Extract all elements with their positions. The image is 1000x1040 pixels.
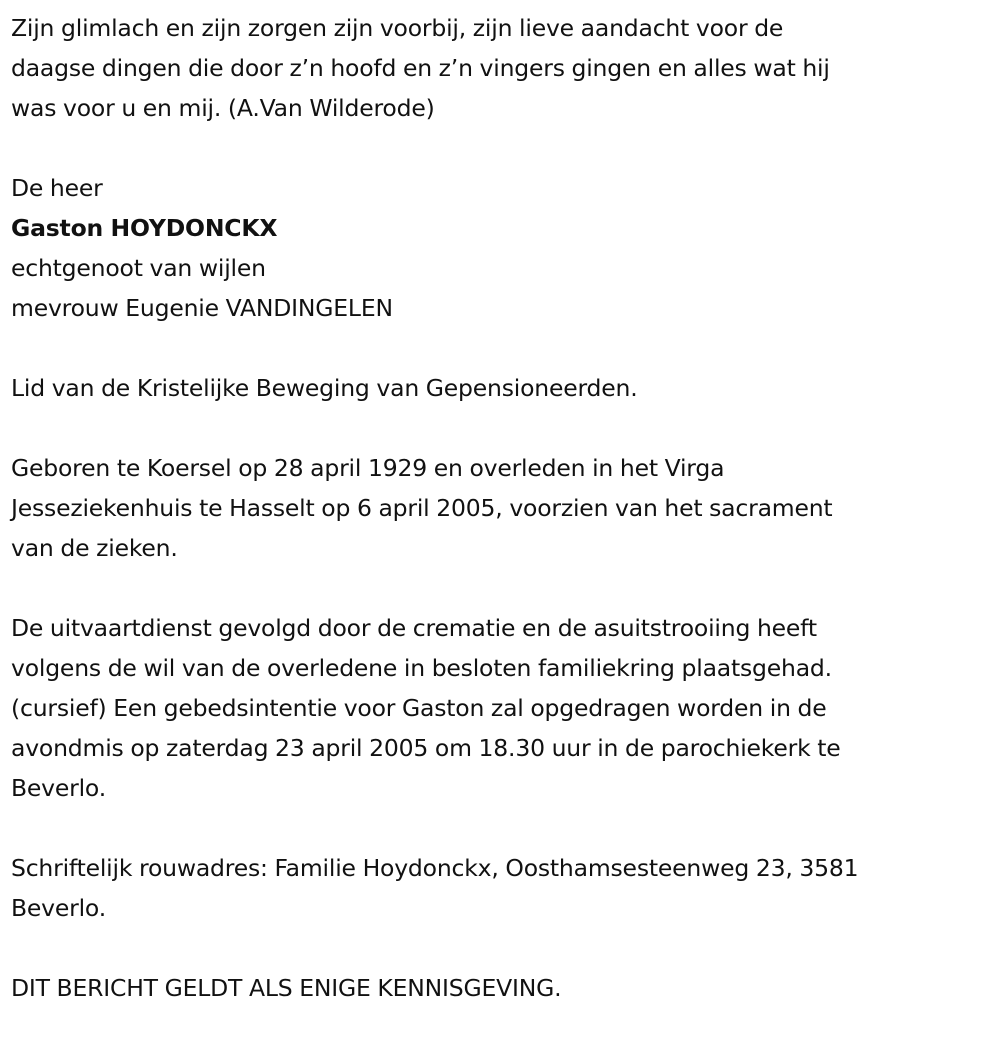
salutation-text: De heer: [11, 174, 103, 202]
notice-text: DIT BERICHT GELDT ALS ENIGE KENNISGEVING.: [11, 974, 562, 1002]
notice-paragraph: [11, 968, 991, 1008]
spouse-relation: [11, 248, 991, 288]
address-paragraph: [11, 848, 991, 928]
address-line: Beverlo.: [11, 894, 106, 922]
membership-paragraph: [11, 368, 991, 408]
spacer: [11, 808, 991, 848]
birth-death-line: van de zieken.: [11, 534, 178, 562]
funeral-line: De uitvaartdienst gevolgd door de crematie en de asuitstrooiing heeft: [11, 614, 817, 642]
quote-line: was voor u en mij. (A.Van Wilderode): [11, 94, 435, 122]
funeral-line: Beverlo.: [11, 774, 106, 802]
spacer: [11, 928, 991, 968]
funeral-line: volgens de wil van de overledene in besloten familiekring plaatsgehad.: [11, 654, 832, 682]
quote-line: Zijn glimlach en zijn zorgen zijn voorbij, zijn lieve aandacht voor de: [11, 14, 784, 42]
funeral-paragraph: [11, 608, 991, 808]
funeral-line: (cursief) Een gebedsintentie voor Gaston zal opgedragen worden in de: [11, 694, 827, 722]
obituary-document: [11, 8, 991, 1008]
quote-paragraph: [11, 8, 991, 128]
spouse-relation-text: echtgenoot van wijlen: [11, 254, 266, 282]
spouse-name: [11, 288, 991, 328]
spacer: [11, 328, 991, 368]
birth-death-line: Geboren te Koersel op 28 april 1929 en overleden in het Virga: [11, 454, 725, 482]
funeral-line: avondmis op zaterdag 23 april 2005 om 18.30 uur in de parochiekerk te: [11, 734, 841, 762]
spacer: [11, 128, 991, 168]
quote-line: daagse dingen die door z’n hoofd en z’n vingers gingen en alles wat hij: [11, 54, 830, 82]
birth-death-paragraph: [11, 448, 991, 568]
deceased-name: [11, 208, 991, 248]
spacer: [11, 568, 991, 608]
deceased-name-text: Gaston HOYDONCKX: [11, 214, 278, 242]
membership-text: Lid van de Kristelijke Beweging van Gepensioneerden.: [11, 374, 638, 402]
spouse-name-text: mevrouw Eugenie VANDINGELEN: [11, 294, 393, 322]
address-line: Schriftelijk rouwadres: Familie Hoydonckx, Oosthamsesteenweg 23, 3581: [11, 854, 859, 882]
salutation: [11, 168, 991, 208]
spacer: [11, 408, 991, 448]
birth-death-line: Jesseziekenhuis te Hasselt op 6 april 2005, voorzien van het sacrament: [11, 494, 833, 522]
